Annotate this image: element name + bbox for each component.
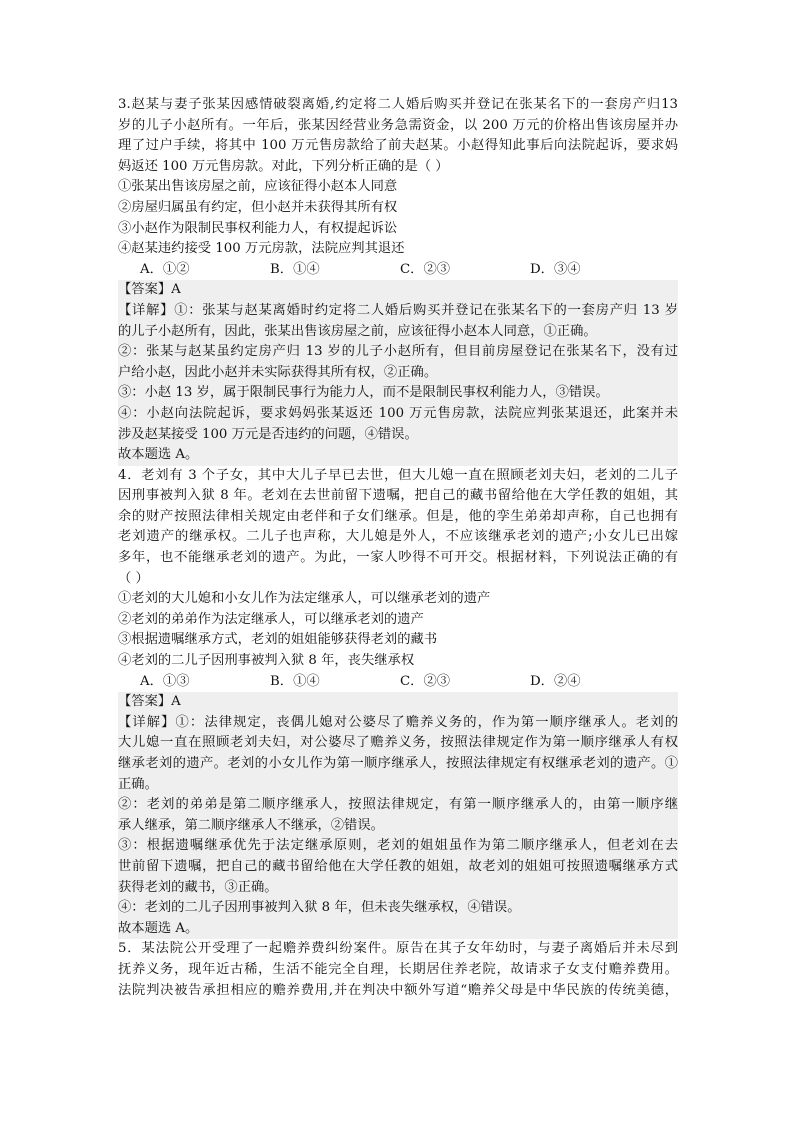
q3-statement: ②房屋归属虽有约定，但小赵并未获得其所有权 [118, 199, 398, 215]
q3-stem-line: 理了过户手续，将其中 100 万元售房款给了前夫赵某。小赵得知此事后向法院起诉，要求妈 [118, 138, 678, 154]
q4-statement: ④老刘的二儿子因刑事被判入狱 8 年，丧失继承权 [118, 653, 415, 669]
q4-explanation-line: 故本题选 A。 [118, 920, 199, 936]
q3-explanation-line: ③：小赵 13 岁，属于限制民事行为能力人，而不是限制民事权利能力人，③错误。 [118, 385, 609, 401]
q3-explanation-line: ②：张某与赵某虽约定房产归 13 岁的儿子小赵所有，但目前房屋登记在张某名下，没有过 [118, 344, 678, 360]
q3-explanation-line: 【详解】①：张某与赵某离婚时约定将二人婚后购买并登记在张某名下的一套房产归 13 岁 [118, 302, 678, 318]
q4-explanation-line: 获得老刘的藏书，③正确。 [118, 879, 278, 895]
q4-stem-line: （ ） [118, 570, 149, 586]
q4-stem-line: 余的财产按照法律相关规定由老伴和子女们继承。但是，他的孪生弟弟却声称，自己也拥有 [118, 508, 678, 524]
page-content [118, 95, 678, 1001]
q4-stem-line: 多年，也不能继承老刘的遗产。为此，一家人吵得不可开交。根据材料，下列说法正确的有 [118, 550, 678, 566]
q3-explanation-line: 故本题选 A。 [118, 447, 199, 463]
q3-options [118, 260, 678, 281]
q3-option-b: B．①④ [270, 261, 320, 277]
question-5 [118, 939, 678, 1001]
q4-stem-line: 老刘遗产的继承权。二儿子也声称，大儿媳是外人，不应该继承老刘的遗产;小女儿已出嫁 [118, 529, 678, 545]
q4-explanation-line: 世前留下遗嘱，把自己的藏书留给他在大学任教的姐姐，故老刘的姐姐可按照遗嘱继承方式 [118, 858, 678, 874]
q3-stem-line: 妈返还 100 万元售房款。对此，下列分析正确的是（ ） [118, 158, 449, 174]
q3-statement: ③小赵作为限制民事权利能力人，有权提起诉讼 [118, 220, 398, 236]
q4-option-b: B．①④ [270, 673, 320, 689]
q3-stem-line: 3.赵某与妻子张某因感情破裂离婚,约定将二人婚后购买并登记在张某名下的一套房产归13 [118, 97, 678, 112]
q4-explanation-line: 【详解】①：法律规定，丧偶儿媳对公婆尽了赡养义务的，作为第一顺序继承人。老刘的 [118, 714, 678, 730]
q3-option-c: C．②③ [400, 261, 451, 277]
question-3 [118, 95, 678, 466]
q4-option-c: C．②③ [400, 673, 451, 689]
q3-statement: ①张某出售该房屋之前，应该征得小赵本人同意 [118, 179, 398, 195]
q3-explanation-line: 户给小赵，因此小赵并未实际获得其所有权，②正确。 [118, 364, 438, 380]
q4-explanation-line: 大儿媳一直在照顾老刘夫妇，对公婆尽了赡养义务，按照法律规定作为第一顺序继承人有权 [118, 735, 678, 751]
q3-answer-block [118, 280, 678, 465]
q4-answer-block [118, 692, 678, 939]
q3-option-d: D．③④ [530, 261, 581, 277]
q4-options [118, 672, 678, 693]
q4-answer: 【答案】A [118, 694, 181, 710]
q3-option-a: A．①② [140, 261, 190, 277]
q3-answer: 【答案】A [118, 282, 181, 298]
q3-stem-line: 岁的儿子小赵所有。一年后，张某因经营业务急需资金，以 200 万元的价格出售该房屋并办 [118, 117, 678, 133]
q4-explanation-line: ④：老刘的二儿子因刑事被判入狱 8 年，但未丧失继承权，④错误。 [118, 900, 521, 916]
q5-stem-line: 5．某法院公开受理了一起赡养费纠纷案件。原告在其子女年幼时，与妻子离婚后并未尽到 [118, 941, 678, 957]
q4-explanation-line: 承人继承，第二顺序继承人不继承，②错误。 [118, 817, 384, 833]
q3-explanation-line: 的儿子小赵所有，因此，张某出售该房屋之前，应该征得小赵本人同意，①正确。 [118, 323, 597, 339]
q4-explanation-line: ③：根据遗嘱继承优先于法定继承原则，老刘的姐姐虽作为第二顺序继承人，但老刘在去 [118, 838, 678, 854]
q3-statement: ④赵某违约接受 100 万元房款，法院应判其退还 [118, 241, 405, 257]
q5-stem-line: 法院判决被告承担相应的赡养费用,并在判决中额外写道“赡养父母是中华民族的传统美德， [118, 982, 678, 998]
q4-explanation-line: 正确。 [118, 776, 158, 792]
q4-explanation-line: 继承老刘的遗产。老刘的小女儿作为第一顺序继承人，按照法律规定有权继承老刘的遗产。① [118, 756, 678, 771]
q4-stem-line: 4．老刘有 3 个子女，其中大儿子早已去世，但大儿媳一直在照顾老刘夫妇，老刘的二儿子 [118, 467, 678, 483]
q3-explanation-line: 涉及赵某接受 100 万元是否违约的问题，④错误。 [118, 426, 418, 442]
q4-statement: ③根据遗嘱继承方式，老刘的姐姐能够获得老刘的藏书 [118, 632, 438, 648]
q4-option-d: D．②④ [530, 673, 581, 689]
q3-explanation-line: ④：小赵向法院起诉，要求妈妈张某返还 100 万元售房款，法院应判张某退还，此案并未 [118, 405, 678, 421]
q4-explanation-line: ②：老刘的弟弟是第二顺序继承人，按照法律规定，有第一顺序继承人的，由第一顺序继 [118, 797, 678, 813]
q4-option-a: A．①③ [140, 673, 190, 689]
q4-stem-line: 因刑事被判入狱 8 年。老刘在去世前留下遗嘱，把自己的藏书留给他在大学任教的姐姐，其 [118, 488, 678, 504]
q4-statement: ①老刘的大儿媳和小女儿作为法定继承人，可以继承老刘的遗产 [118, 591, 491, 607]
q5-stem-line: 抚养义务，现年近古稀，生活不能完全自理，长期居住养老院，故请求子女支付赡养费用。 [118, 961, 678, 977]
q4-statement: ②老刘的弟弟作为法定继承人，可以继承老刘的遗产 [118, 611, 424, 627]
question-4 [118, 466, 678, 940]
